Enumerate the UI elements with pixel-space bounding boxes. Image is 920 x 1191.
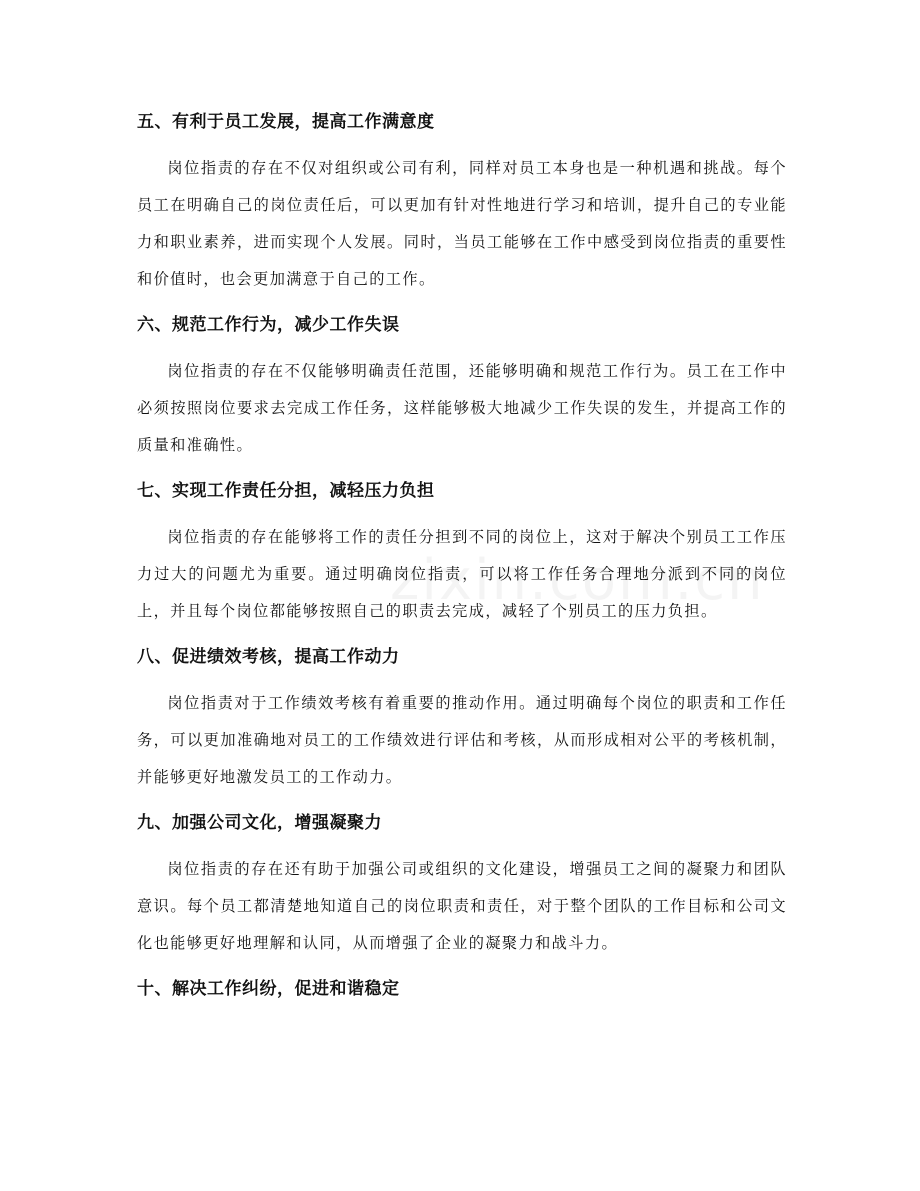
- section-5: [137, 108, 787, 298]
- section-paragraph: 岗位指责的存在还有助于加强公司或组织的文化建设，增强员工之间的凝聚力和团队意识。每个员工都清楚地知道自己的岗位职责和责任，对于整个团队的工作目标和公司文化也能够更好地理解和认同，从而增强了企业的凝聚力和战斗力。: [137, 860, 787, 952]
- section-paragraph: 岗位指责的存在不仅能够明确责任范围，还能够明确和规范工作行为。员工在工作中必须按照岗位要求去完成工作任务，这样能够极大地减少工作失误的发生，并提高工作的质量和准确性。: [137, 362, 787, 454]
- document-body: [137, 108, 787, 1017]
- section-heading: 十、解决工作纠纷，促进和谐稳定: [137, 979, 400, 999]
- section-heading: 五、有利于员工发展，提高工作满意度: [137, 112, 435, 132]
- section-7: [137, 477, 787, 630]
- section-6: [137, 311, 787, 464]
- section-heading: 九、加强公司文化，增强凝聚力: [137, 813, 382, 833]
- section-heading: 八、促进绩效考核，提高工作动力: [137, 647, 400, 667]
- section-paragraph: 岗位指责的存在不仅对组织或公司有利，同样对员工本身也是一种机遇和挑战。每个员工在明确自己的岗位责任后，可以更加有针对性地进行学习和培训，提升自己的专业能力和职业素养，进而实现个人发展。同时，当员工能够在工作中感受到岗位指责的重要性和价值时，也会更加满意于自己的工作。: [137, 159, 787, 288]
- section-10: [137, 975, 787, 1003]
- section-8: [137, 643, 787, 796]
- section-paragraph: 岗位指责的存在能够将工作的责任分担到不同的岗位上，这对于解决个别员工工作压力过大的问题尤为重要。通过明确岗位指责，可以将工作任务合理地分派到不同的岗位上，并且每个岗位都能够按照自己的职责去完成，减轻了个别员工的压力负担。: [137, 528, 787, 620]
- section-9: [137, 809, 787, 962]
- section-heading: 七、实现工作责任分担，减轻压力负担: [137, 481, 435, 501]
- section-heading: 六、规范工作行为，减少工作失误: [137, 315, 400, 335]
- section-paragraph: 岗位指责对于工作绩效考核有着重要的推动作用。通过明确每个岗位的职责和工作任务，可以更加准确地对员工的工作绩效进行评估和考核，从而形成相对公平的考核机制，并能够更好地激发员工的工作动力。: [137, 694, 787, 786]
